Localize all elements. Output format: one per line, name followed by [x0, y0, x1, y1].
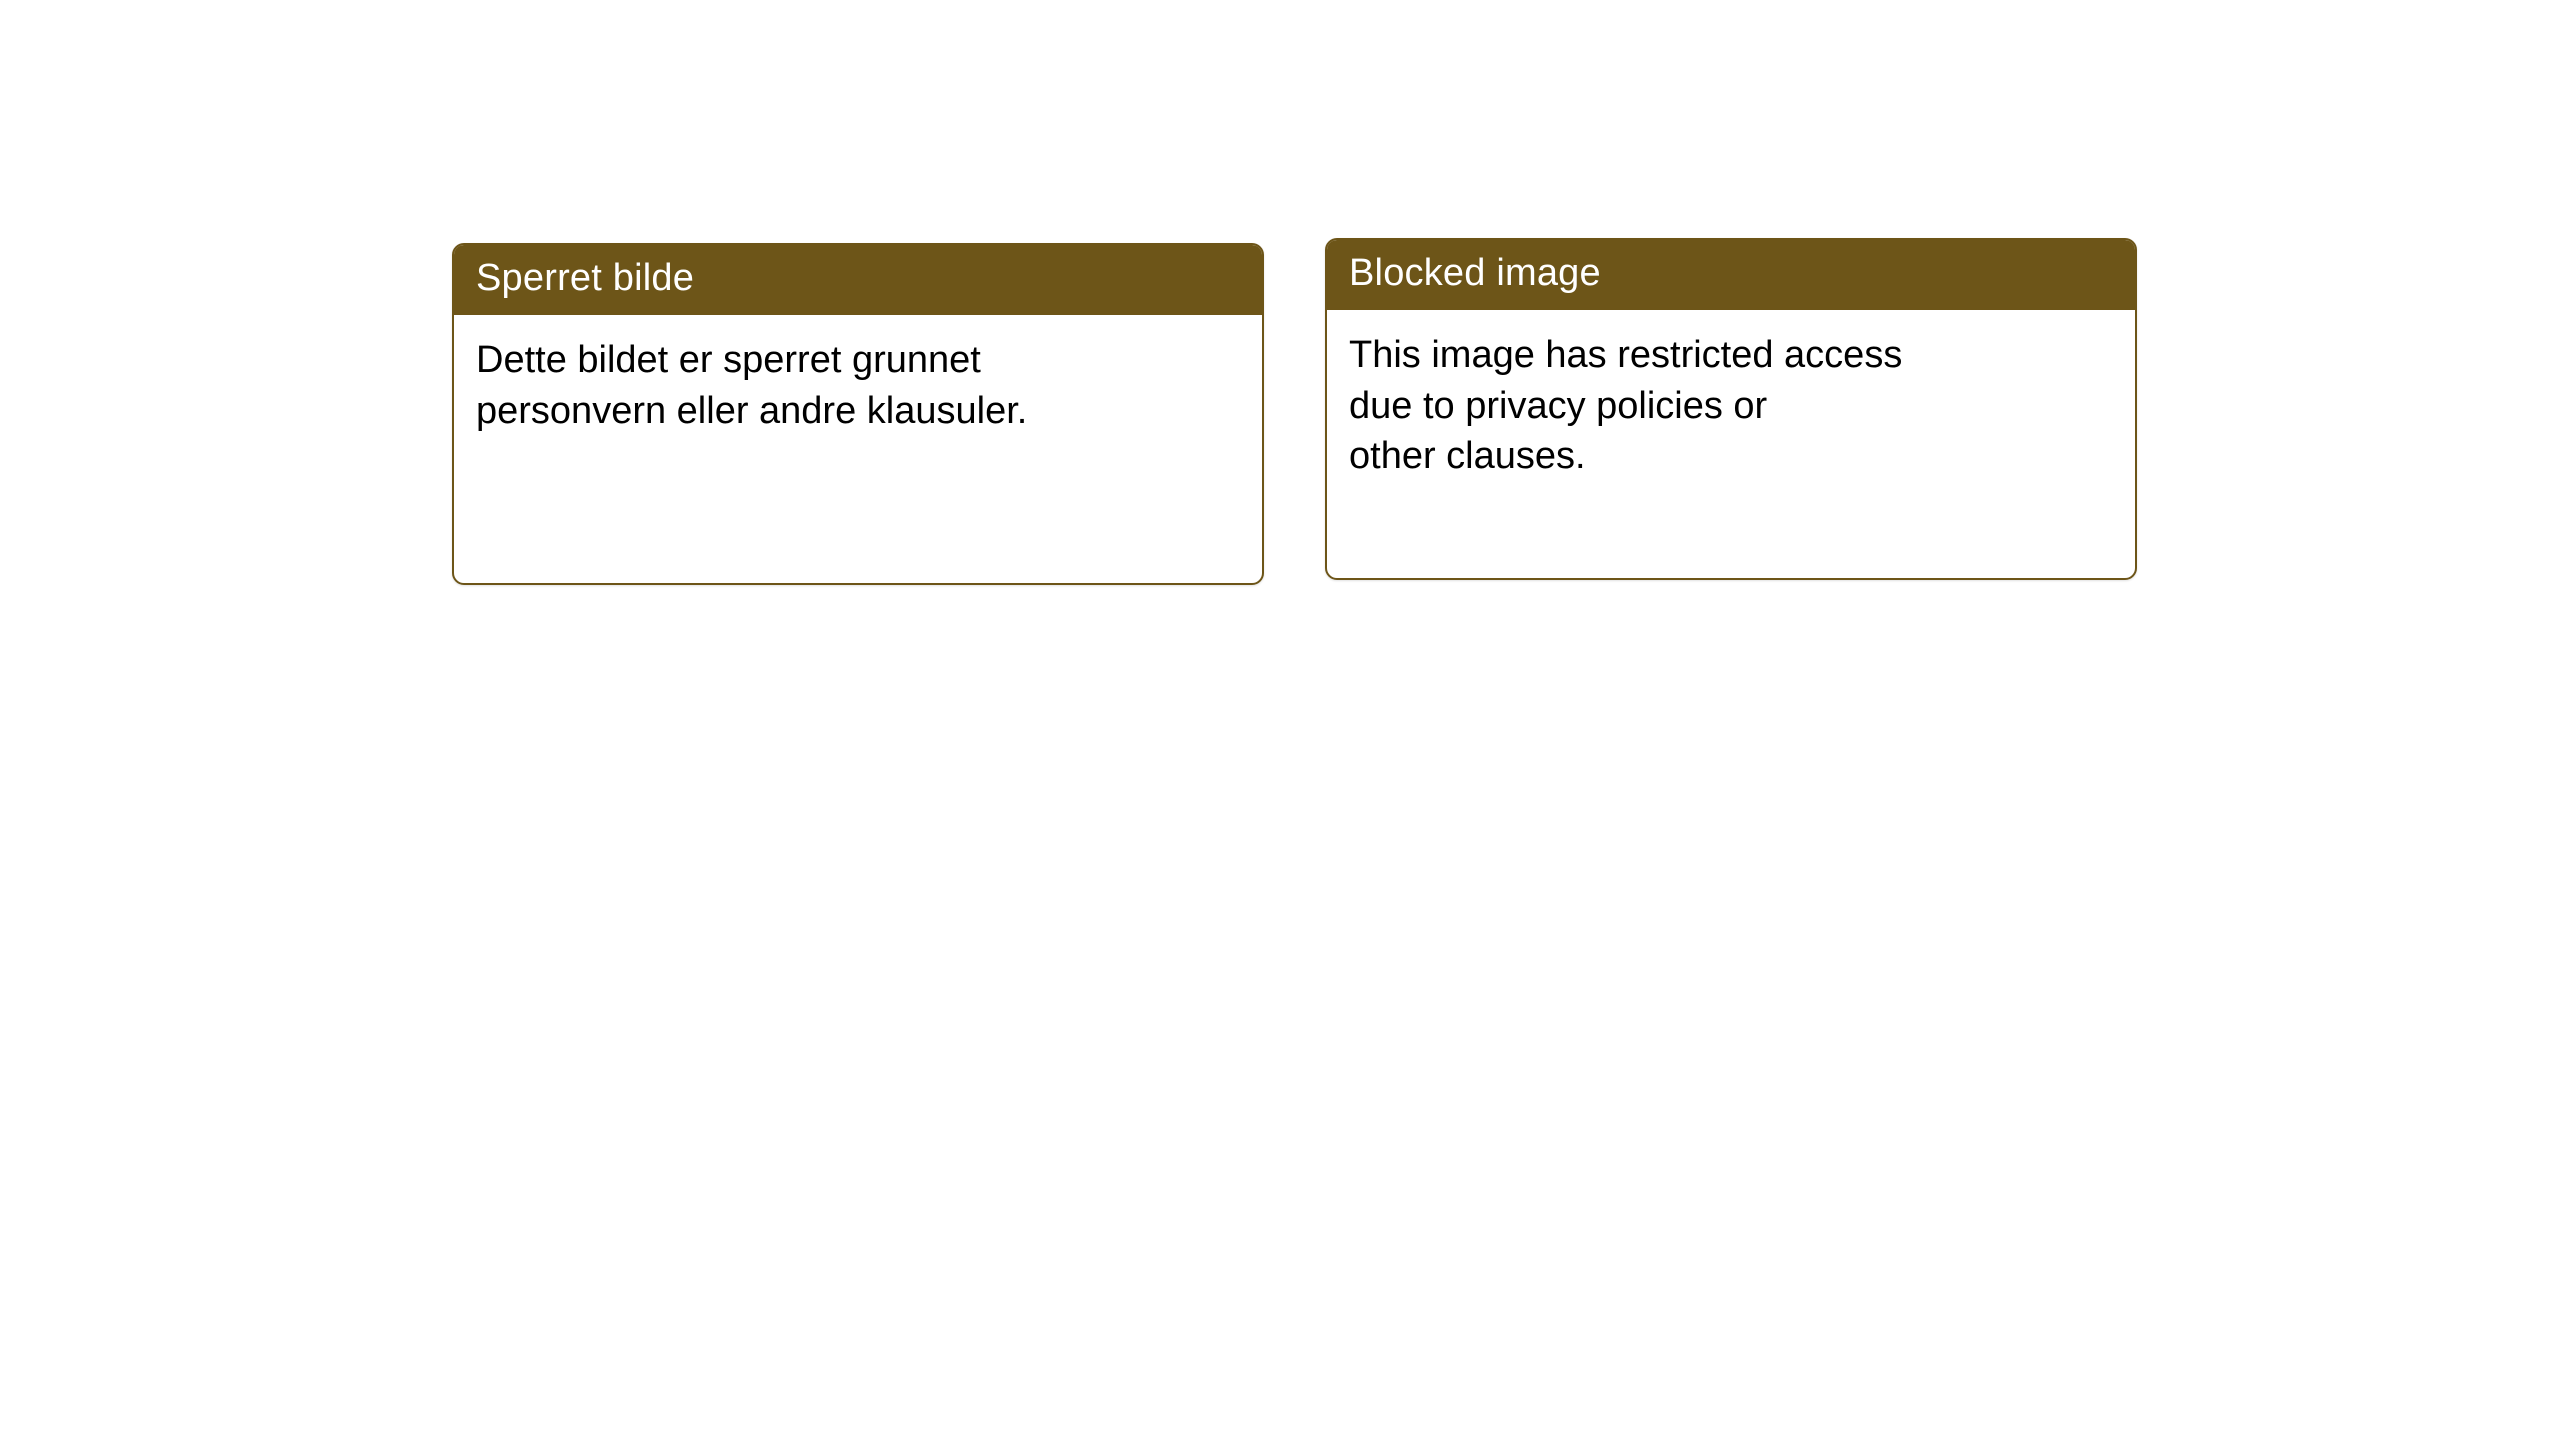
notice-message-line: other clauses. — [1349, 435, 1586, 478]
notice-title-no: Sperret bilde — [454, 245, 1262, 315]
blocked-image-notice-no — [452, 243, 1264, 585]
notice-message-en — [1327, 310, 2135, 504]
notice-title-en: Blocked image — [1327, 240, 2135, 310]
notice-message-no — [454, 315, 1262, 458]
notice-message-line: This image has restricted access — [1349, 334, 1903, 376]
notice-message-line: personvern eller andre klausuler. — [476, 389, 1028, 432]
notice-message-line: due to privacy policies or — [1349, 384, 1768, 427]
blocked-image-notice-en — [1325, 238, 2137, 580]
notice-message-line: Dette bildet er sperret grunnet — [476, 339, 981, 381]
